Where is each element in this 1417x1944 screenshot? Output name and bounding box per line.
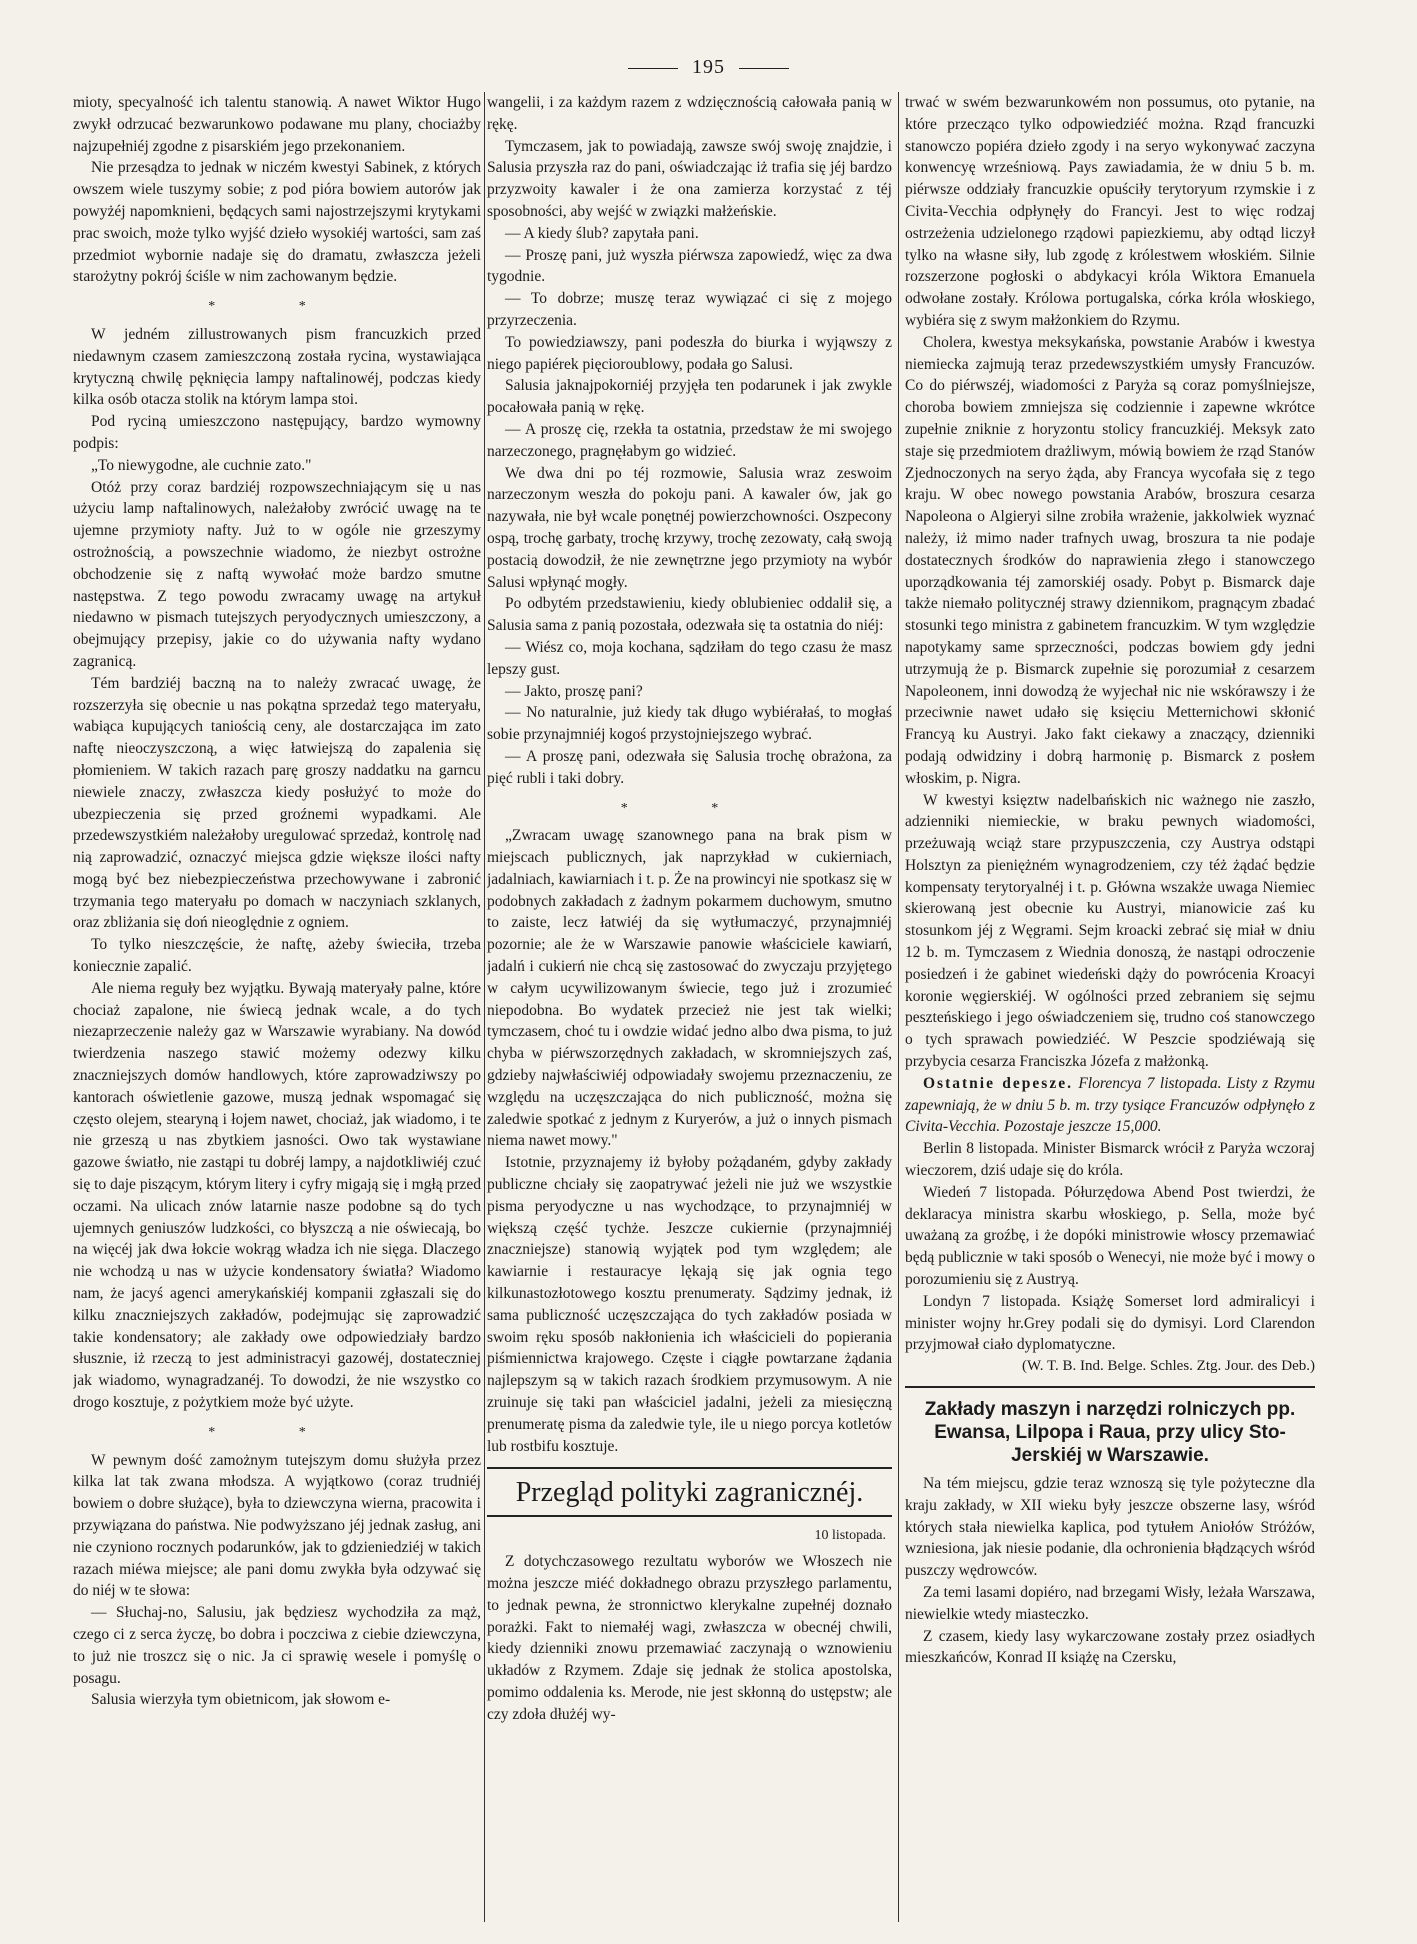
paragraph: — A kiedy ślub? zapytała pani. [505, 224, 699, 242]
column-divider [484, 92, 485, 1922]
dispatch-paragraph: Berlin 8 listopada. Minister Bismarck wrócił z Paryża wczoraj wieczorem, dziś udaje się do króla. [905, 1140, 1315, 1180]
paragraph: — Proszę pani, już wyszła piérwsza zapowiedź, więc za dwa tygodnie. [487, 246, 892, 286]
paragraph: Tymczasem, jak to powiadają, zawsze swój swoję znajdzie, i Salusia przyszła raz do pani, oświadczając iż trafia się jéj bardzo przyzwoity kawaler i że ona zamierza korzystać z téj sposobności, aby wejść w związki małżeńskie. [487, 137, 892, 220]
column-divider [898, 92, 899, 1922]
column-right [905, 92, 1315, 1922]
section-separator: * * [208, 1424, 346, 1440]
dispatches-label: Ostatnie depesze. [923, 1074, 1073, 1092]
paragraph: Cholera, kwestya meksykańska, powstanie Arabów i kwestya niemiecka zajmują teraz przedewszystkiém umysły Francuzów. Co do piérwszéj, wiadomości z Paryża są coraz pomyślniejsze, choroba bowiem zmniejsza się codziennie i zapewne wkrótce zupełnie zniknie z horyzontu stolicy francuzkiéj. Meksyk zato staje się przedmiotem drażliwym, mówią bowiem że rząd Stanów Zjednoczonych na seryo żąda, aby Francya wycofała się z tego kraju. W obec nowego powstania Arabów, broszura cesarza Napoleona o Algieryi silne zrobiła wrażenie, jakkolwiek wyznać należy, iż mimo nader trafnych uwag, broszura ta nie podaje dostatecznych środków do naprawienia złego i stanowczego uporządkowania téj zamorskiéj osady. Pobyt p. Bismarck daje także niemało politycznéj strawy dziennikom, pragnącym zbadać stosunki tego ministra z gabinetem francuzkim. W tym względzie napotykamy same sprzeczności, podczas bowiem gdy jedni utrzymują że p. Bismarck zupełnie się porozumiał z cesarzem Napoleonem, inni dowodzą że wyjechał nic nie wskórawszy i że przeciwnie nawet udało się księciu Metternichowi skłonić Francyą ku Austryi. Jako fakt ciekawy a znaczący, dzienniki podają odwidziny i dobrą harmonię p. Bismarck z posłem włoskim, p. Nigra. [905, 333, 1315, 787]
paragraph: mioty, specyalność ich talentu stanowią. A nawet Wiktor Hugo zwykł odrzucać bezwarunkowo podawane mu plany, chociażby najzupełniéj zgodne z pisarskiém jego przekonaniem. [73, 94, 481, 155]
dispatch-paragraph: Wiedeń 7 listopada. Półurzędowa Abend Post twierdzi, że deklaracya ministra skarbu włoskiego, p. Sella, może być uważaną za groźbę, i że dopóki ministrowie włoscy przemawiać będą publicznie w taki sposób o Wenecyi, nie może być i mowy o porozumieniu się z Austryą. [905, 1183, 1315, 1289]
paragraph: W kwestyi księztw nadelbańskich nic ważnego nie zaszło, adzienniki niemieckie, w braku pewnych wiadomości, przeżuwają wciąż stare przypuszczenia, czy Austrya odstąpi Holsztyn za pieniężném wynagrodzeniem, czy téż żądać będzie kompensaty terytoryalnéj i t. p. Główna wszakże uwaga Niemiec skierowaną jest obecnie ku Austryi, mianowicie zaś ku stosunkom jéj z Węgrami. Sejm kroacki zebrać się miał w dniu 12 b. m. Tymczasem z Wiednia donoszą, że nastąpi odroczenie posiedzeń i że gabinet wiedeński dąży do powrócenia Kroacyi koronie węgierskiéj. W ogólności przed zebraniem się sejmu peszteńskiego i jego oświadczeniem się, trudno coś stanowczego o tych sprawach powiedziéć. W Peszcie spodziéwają się przybycia cesarza Franciszka Józefa z małżonką. [905, 791, 1315, 1071]
paragraph: — Słuchaj-no, Salusiu, jak będziesz wychodziła za mąż, czego ci z serca życzę, bo dobra i poczciwa z ciebie dziewczyna, to już nie troszcz się o nic. Ja ci sprawię wesele i pomyślę o posagu. [73, 1604, 481, 1687]
paragraph: Na tém miejscu, gdzie teraz wznoszą się tyle pożyteczne dla kraju zakłady, w XII wieku były jeszcze obszerne lasy, wśród których stała niewielka kaplica, pod tytułem Aniołów Stróżów, wzniesiona, jak niesie podanie, dla ochronienia błądzących wśród puszczy wędrowców. [905, 1475, 1315, 1580]
paragraph: „To niewygodne, ale cuchnie zato." [91, 456, 312, 474]
paragraph: „Zwracam uwagę szanownego pana na brak pism w miejscach publicznych, jak naprzykład w cukierniach, jadalniach, kawiarniach i t. p. Że na prowincyi nie spotkasz się w podobnych zakładach z żadnym pokarmem duchowym, smutno to zaiste, lecz łatwiéj da się wytłumaczyć, przynajmniéj pozornie; ale że w Warszawie panowie właściciele kawiarń, jadalń i cukierń nie chcą się zastosować do zwyczaju przyjętego w całym ucywilizowanym świecie, tego już i zrozumieć niepodobna. Bo wydatek przecież nie jest tak wielki; tymczasem, choć tu i owdzie widać jedno albo dwa pisma, to już chyba w piérwszorzędnych zakładach, w skromniejszych zaś, gdzieby najwłaściwiéj odpowiadały swojemu przeznaczeniu, ze względu na uczęszczająca do nich publiczność, można się zaledwie spotkać z jednym z Kuryerów, a już o innych pismach niema nawet mowy." [487, 827, 892, 1150]
dateline: 10 listopada. [814, 1528, 886, 1544]
paragraph: Za temi lasami dopiéro, nad brzegami Wisły, leżała Warszawa, niewielkie wtedy miasteczko. [905, 1584, 1315, 1623]
paragraph: We dwa dni po téj rozmowie, Salusia wraz zeswoim narzeczonym weszła do pokoju pani. A kawaler ów, jak go nazywała, nie był wcale ponętnéj powierzchowności. Oszpecony ospą, trochę garbaty, trochę krzywy, trochę zezowaty, całą swoją postacią dowodził, że nie zewnętrzne jego przymioty na wybór Salusi wpłynąć mogły. [487, 464, 892, 591]
paragraph: — To dobrze; muszę teraz wywiązać ci się z mojego przyrzeczenia. [487, 290, 892, 329]
paragraph: W pewnym dość zamożnym tutejszym domu służyła przez kilka lat tak zwana młodsza. A wyjątkowo (coraz trudniéj bowiem o dobre służące), była to dziewczyna wierna, pracowita i przywiązana do państwa. Nie podwyższano jéj jednak zasług, ani nie czyniono rocznych podarunków, jak to gdzieniedziéj w takich razach miéwa miejsce; ale pani domu zwykła była odzywać się do niéj w te słowa: [73, 1451, 481, 1600]
paragraph: Otóż przy coraz bardziéj rozpowszechniającym się u nas użyciu lamp naftalinowych, należałoby zwrócić uwagę na te ujemne przymioty nafty. Już to w ogóle nie grzeszymy ostrożnością, a powszechnie wiadomo, że niezbyt ostrożne obchodzenie się z naftą wywołać może bardzo smutne następstwa. Z tego powodu zwracamy uwagę na artykuł niedawno w pismach tutejszych peryodycznych umieszczony, a obejmujący przepisy, jakie co do używania nafty wydano zagranicą. [73, 478, 481, 670]
paragraph: — No naturalnie, już kiedy tak długo wybiérałaś, to mogłaś sobie przynajmniéj kogoś przystojniejszego wybrać. [487, 704, 892, 744]
paragraph: trwać w swém bezwarunkowém non possumus, oto pytanie, na które przecząco tylko odpowiedziéć można. Rząd francuzki stanowczo popiéra dzieło zgody i na seryo wykonywać zaczyna konwencyę wrześniową. Pays zawiadamia, że w dniu 5 b. m. piérwsze oddziały francuzkie opuściły terytoryum rzymskie i z Civita-Vecchia odpłynęły do Francyi. Jest to więc rodzaj ostrzeżenia udzielonego rządowi papiezkiemu, aby odtąd liczył tylko na własne siły, lub zgodę z królestwem włoskiém. Silnie rozszerzone pogłoski o abdykacyi króla Wiktora Emanuela odwołane zostały. Królowa portugalska, córka króla włoskiego, wybiéra się z swym małżonkiem do Rzymu. [905, 94, 1315, 329]
paragraph: wangelii, i za każdym razem z wdzięcznością całowała panią w rękę. [487, 94, 892, 133]
section-heading: Przegląd polityki zagranicznéj. [487, 1467, 892, 1517]
news-dispatches-paragraph [905, 1073, 1315, 1138]
sources-line: (W. T. B. Ind. Belge. Schles. Ztg. Jour. des Deb.) [1021, 1358, 1315, 1375]
dispatch-text: Florencya 7 listopada. Listy z Rzymu zapewniają, że w dniu 5 b. m. trzy tysiące Francuzów odpłynęło z Civita-Vecchia. Pozostaje jeszcze 15,000. [905, 1074, 1315, 1136]
paragraph: — A proszę pani, odezwała się Salusia trochę obrażona, za pięć rubli i taki dobry. [487, 747, 892, 787]
paragraph: — Wiész co, moja kochana, sądziłam do tego czasu że masz lepszy gust. [487, 638, 892, 678]
paragraph: Salusia jaknajpokorniéj przyjęła ten podarunek i jak zwykle pocałowała panią w rękę. [487, 377, 892, 417]
column-middle [487, 92, 892, 1922]
paragraph: Istotnie, przyznajemy iż byłoby pożądaném, gdyby zakłady publiczne chciały się zaopatrywać jeżeli nie już we wszystkie pisma peryodyczne u nas wychodzące, to przynajmniéj w większą część tychże. Jeszcze cukiernie (przynajmniéj znaczniejsze) stanowią wyjątek pod tym względem; ale kawiarnie i restauracye lękają się jak ognia tego kilkunastozłotowego kosztu prenumeraty. Sądzimy jednak, iż sama publiczność uczęszczająca do tych zakładów posiada w swoim ręku sposób nakłonienia ich właścicieli do popierania piśmiennictwa krajowego. Częste i ciągłe powtarzane żądania najlepszym są w takich razach środkiem przymusowym. A nie zruinuje się taki pan właściciel jadalni, jeżeli za miesięczną prenumeratę pisma da zaledwie tyle, ile u niego porcya kotletów lub rostbifu kosztuje. [487, 1154, 892, 1455]
paragraph: To powiedziawszy, pani podeszła do biurka i wyjąwszy z niego papiérek pięcioroublowy, podała go Salusi. [487, 333, 892, 373]
paragraph: — A proszę cię, rzekła ta ostatnia, przedstaw że mi swojego narzeczonego, pragnęłabym go widzieć. [487, 420, 892, 460]
section-separator: * * [620, 800, 759, 816]
paragraph: Nie przesądza to jednak w niczém kwestyi Sabinek, z których owszem wiele tuszymy sobie; z pod pióra bowiem autorów jak powyżéj napomknieni, będących sami najostrzejszymi krytykami prac swoich, może tylko wyjść dzieło wysokiéj wartości, sam zaś przedmiot wybornie nadaje się do dramatu, zwłaszcza jeżeli starożytny pokrój ściśle w nim zachowanym będzie. [73, 159, 481, 286]
paragraph: — Jakto, proszę pani? [505, 682, 643, 700]
column-left [73, 92, 481, 1922]
paragraph: Po odbytém przedstawieniu, kiedy oblubieniec oddalił się, a Salusia sama z panią pozostała, odezwała się ta ostatnia do niéj: [487, 595, 892, 635]
section-heading: Zakłady maszyn i narzędzi rolniczych pp. Ewansa, Lilpopa i Raua, przy ulicy Sto-Jerskiéj w Warszawie. [905, 1386, 1315, 1467]
page-number: 195 [0, 56, 1417, 79]
dispatch-paragraph: Londyn 7 listopada. Książę Somerset lord admiralicyi i minister wojny hr.Grey podali się do dymisyi. Lord Clarendon przyjmował ciało dyplomatyczne. [905, 1292, 1315, 1354]
paragraph: Z czasem, kiedy lasy wykarczowane zostały przez osiadłych mieszkańców, Konrad II książę na Czersku, [905, 1627, 1315, 1667]
paragraph: Pod ryciną umieszczono następujący, bardzo wymowny podpis: [73, 413, 481, 452]
paragraph: To tylko nieszczęście, że naftę, ażeby świeciła, trzeba koniecznie zapalić. [73, 936, 481, 976]
paragraph: Salusia wierzyła tym obietnicom, jak słowom e- [91, 1691, 391, 1709]
paragraph: W jedném zillustrowanych pism francuzkich przed niedawnym czasem zamieszczoną została rycina, wystawiająca krytyczną chwilę pęknięcia lampy naftalinowéj, podczas kiedy kilka osób otacza stolik na którym lampa stoi. [73, 325, 481, 409]
paragraph: Z dotychczasowego rezultatu wyborów we Włoszech nie można jeszcze miéć dokładnego obrazu przyszłego parlamentu, to jednak pewna, że stronnictwo klerykalne zupełnéj doznało porażki. Fakt to niemałéj wagi, zwłaszcza w obecnéj chwili, kiedy dzienniki znowu przemawiać zaczynają o wznowieniu układów z Rzymem. Zdaje się jednak że stolica apostolska, pomimo oddalenia ks. Merode, nie jest skłonną do ustępstw; ale czy zdoła dłużéj wy- [487, 1553, 892, 1723]
paragraph: Tém bardziéj baczną na to należy zwracać uwagę, że rozszerzyła się obecnie u nas pokątna sprzedaż tego materyału, wabiąca kupujących taniością ceny, ale dostarczająca im zato naftę nieoczyszczoną, a więc łatwiejszą do zapalenia się płomieniem. W takich razach parę groszy naddatku na garncu niewiele znaczy, zwłaszcza kiedy posłużyć to może do ubezpieczenia się przed groźnemi wypadkami. Ale przedewszystkiém należałoby uregulować sprzedaż, kontrolę nad nią zaprowadzić, oznaczyć miejsca gdzie większe ilości nafty mogą być bez niebezpieczeństwa przechowywane i zabronić trzymania tego materyału po domach w naczyniach szklanych, oraz zbliżania się doń nieoględnie z ogniem. [73, 674, 481, 932]
paragraph: Ale niema reguły bez wyjątku. Bywają materyały palne, które chociaż zapalone, nie świecą jednak wcale, a do tych niezaprzeczenie należy gaz w Warszawie wyrabiany. Na dowód twierdzenia naszego stawić możemy odezwy kilku znaczniejszych domów handlowych, które zaprowadziwszy po kantorach oświetlenie gazowe, muszą jednak wspomagać się często olejem, stearyną i łojem nawet, chociaż, jak wiadomo, i te nie grzeszą u nas zbytkiem jasności. Owo tak wystawiane gazowe światło, nie zastąpi tu dobréj lampy, a najdotkliwiéj czuć się to daje piszącym, którym litery i cyfry migają się i mgłą przed oczami. Na ulicach znów latarnie nasze podobne są do tych ujemnych geniuszów ludzkości, co błyszczą a nie oświecają, bo na więcéj jak dwa łokcie wokrąg władza ich nie sięga. Dlaczego nie wchodzą u nas w użycie kondensatory światła? Wiadomo nam, że jacyś agenci amerykańskiéj kompanii zgłaszali się do kilku znaczniejszych zakładów, podejmując się zaprowadzić takie kondensatory; ale zakłady owe odpowiedziały bardzo słusznie, iż rzeczą to jest administracyi gazowéj, dostateczniej jak wiadomo, wynagradzanéj. To dowodzi, że nie wszystko co drogo kosztuje, z pożytkiem może być użyte. [73, 979, 481, 1412]
section-separator: * * [208, 299, 346, 315]
